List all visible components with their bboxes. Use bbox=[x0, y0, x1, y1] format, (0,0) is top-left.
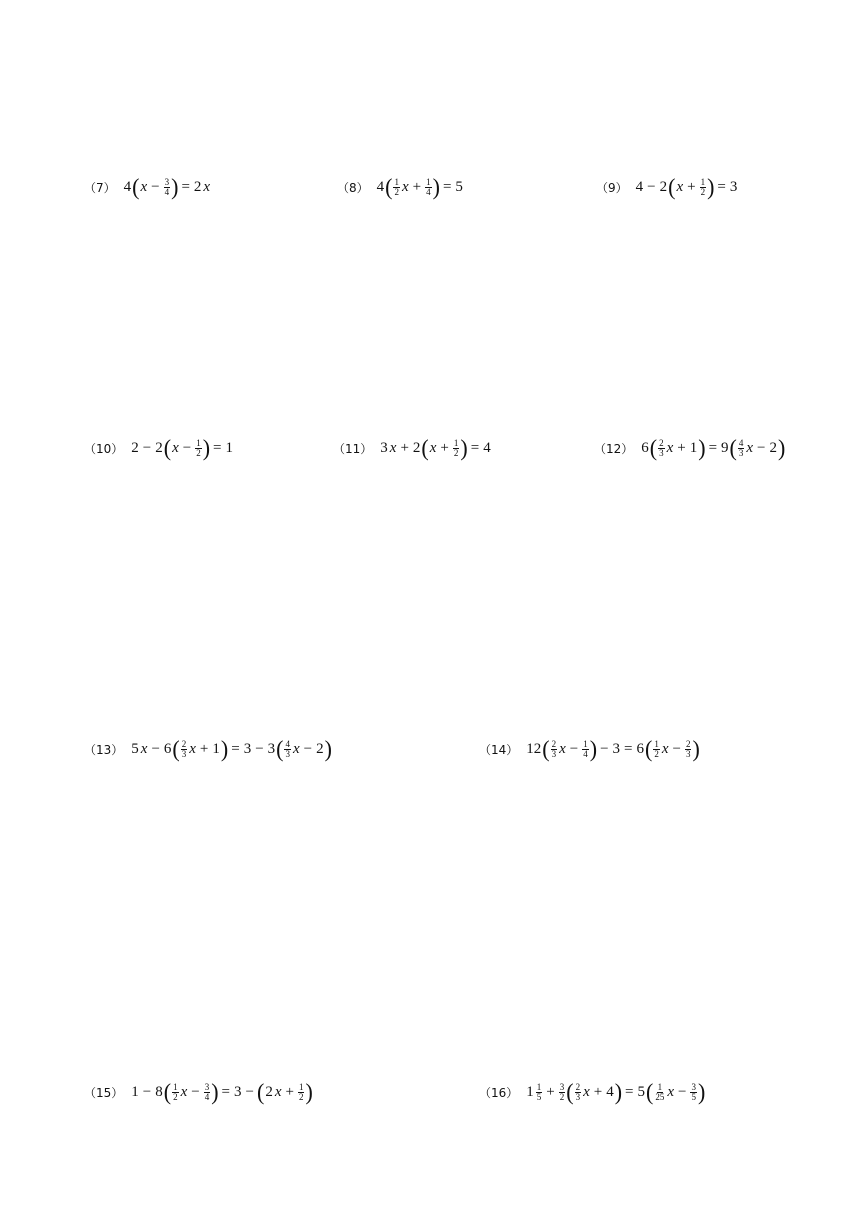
numerator: 1 bbox=[196, 437, 201, 448]
denominator: 2 bbox=[298, 1091, 304, 1102]
numerator: 4 bbox=[738, 437, 744, 448]
variable: x bbox=[172, 439, 179, 456]
variable: x bbox=[180, 1083, 188, 1100]
operator: − bbox=[672, 740, 681, 757]
close-paren: ) bbox=[692, 735, 700, 762]
operator: − bbox=[245, 1083, 254, 1100]
close-paren: ) bbox=[697, 1078, 706, 1105]
operator: = bbox=[442, 178, 452, 195]
number-term: 2 bbox=[131, 439, 139, 456]
operator: − bbox=[678, 1083, 687, 1100]
operator: + bbox=[677, 439, 686, 456]
fraction bbox=[204, 1083, 211, 1102]
fraction bbox=[738, 439, 745, 458]
number-term: 2 bbox=[316, 740, 324, 757]
numerator: 2 bbox=[659, 437, 664, 448]
problem-number: （10） bbox=[84, 441, 124, 456]
equation bbox=[130, 434, 234, 461]
number-term: 4 bbox=[483, 439, 491, 456]
problem-9 bbox=[596, 173, 738, 200]
operator: + bbox=[400, 439, 409, 456]
open-paren: ( bbox=[646, 1078, 654, 1105]
close-paren: ) bbox=[460, 434, 468, 461]
fraction bbox=[653, 740, 660, 759]
variable: x bbox=[389, 439, 397, 456]
numerator: 1 bbox=[657, 1081, 663, 1092]
number-term: 3 bbox=[729, 178, 738, 195]
operator: = bbox=[181, 178, 190, 195]
operator: = bbox=[231, 740, 240, 757]
number-term: 2 bbox=[155, 439, 163, 456]
variable: x bbox=[666, 439, 674, 456]
operator: − bbox=[151, 178, 160, 195]
number-term: 6 bbox=[641, 439, 649, 456]
numerator: 2 bbox=[181, 738, 187, 749]
operator: + bbox=[440, 439, 449, 456]
operator: + bbox=[199, 740, 209, 757]
denominator: 2 bbox=[559, 1091, 565, 1102]
numerator: 1 bbox=[700, 176, 706, 187]
problem-8 bbox=[337, 173, 464, 200]
equation bbox=[640, 434, 786, 461]
close-paren: ) bbox=[220, 735, 229, 762]
operator: = bbox=[717, 178, 726, 195]
variable: x bbox=[676, 178, 684, 195]
problem-number: （13） bbox=[84, 742, 124, 757]
variable: x bbox=[559, 740, 566, 757]
denominator: 5 bbox=[536, 1091, 542, 1102]
open-paren: ( bbox=[256, 1078, 265, 1105]
problem-number: （12） bbox=[594, 441, 634, 456]
operator: + bbox=[687, 178, 696, 195]
open-paren: ( bbox=[649, 434, 658, 461]
denominator: 2 bbox=[394, 186, 399, 197]
fraction bbox=[298, 1083, 305, 1102]
operator: − bbox=[142, 439, 152, 456]
problem-number: （11） bbox=[333, 441, 373, 456]
numerator: 1 bbox=[394, 176, 399, 187]
operator: = bbox=[708, 439, 718, 456]
fraction bbox=[575, 1083, 582, 1102]
close-paren: ) bbox=[432, 173, 440, 200]
variable: x bbox=[661, 740, 669, 757]
denominator: 4 bbox=[204, 1091, 210, 1102]
problem-number: （16） bbox=[479, 1085, 519, 1100]
variable: x bbox=[583, 1083, 590, 1100]
operator: + bbox=[412, 178, 422, 195]
close-paren: ) bbox=[202, 434, 211, 461]
close-paren: ) bbox=[211, 1078, 219, 1105]
denominator: 3 bbox=[181, 748, 187, 759]
denominator: 4 bbox=[583, 748, 588, 759]
numerator: 2 bbox=[685, 738, 691, 749]
problem-7 bbox=[84, 173, 211, 200]
close-paren: ) bbox=[614, 1078, 623, 1105]
numerator: 2 bbox=[551, 738, 557, 749]
problem-10 bbox=[84, 434, 234, 461]
open-paren: ( bbox=[729, 434, 737, 461]
fraction bbox=[425, 178, 432, 197]
number-term: 3 bbox=[612, 740, 621, 757]
denominator: 3 bbox=[575, 1091, 581, 1102]
number-term: 2 bbox=[659, 178, 668, 195]
equation bbox=[379, 434, 491, 461]
operator: − bbox=[757, 439, 766, 456]
numerator: 2 bbox=[575, 1081, 581, 1092]
operator: = bbox=[221, 1083, 231, 1100]
numerator: 3 bbox=[691, 1081, 696, 1092]
denominator: 25 bbox=[655, 1091, 665, 1102]
number-term: 9 bbox=[721, 439, 729, 456]
equation bbox=[525, 1078, 706, 1105]
variable: x bbox=[203, 178, 211, 195]
denominator: 5 bbox=[691, 1091, 696, 1102]
operator: − bbox=[151, 740, 160, 757]
variable: x bbox=[274, 1083, 282, 1100]
fraction bbox=[164, 178, 171, 197]
variable: x bbox=[140, 178, 148, 195]
number-term: 3 bbox=[380, 439, 388, 456]
numerator: 1 bbox=[426, 176, 431, 187]
variable: x bbox=[292, 740, 300, 757]
numerator: 1 bbox=[173, 1081, 178, 1092]
close-paren: ) bbox=[171, 173, 179, 200]
operator: − bbox=[255, 740, 264, 757]
number-term: 12 bbox=[526, 740, 542, 757]
number-term: 1 bbox=[225, 439, 234, 456]
equation bbox=[376, 173, 464, 200]
number-term: 1 bbox=[526, 1083, 534, 1100]
denominator: 4 bbox=[164, 186, 170, 197]
close-paren: ) bbox=[778, 434, 786, 461]
close-paren: ) bbox=[589, 735, 598, 762]
problem-16 bbox=[479, 1078, 706, 1105]
number-term: 1 bbox=[689, 439, 698, 456]
problem-number: （9） bbox=[596, 180, 628, 195]
close-paren: ) bbox=[707, 173, 715, 200]
open-paren: ( bbox=[542, 735, 550, 762]
operator: − bbox=[647, 178, 656, 195]
open-paren: ( bbox=[645, 735, 653, 762]
fraction bbox=[453, 439, 460, 458]
denominator: 3 bbox=[659, 447, 664, 458]
number-term: 3 bbox=[234, 1083, 242, 1100]
problem-number: （7） bbox=[84, 180, 116, 195]
denominator: 3 bbox=[285, 748, 290, 759]
numerator: 1 bbox=[654, 738, 659, 749]
number-term: 2 bbox=[769, 439, 778, 456]
fraction bbox=[658, 439, 665, 458]
operator: = bbox=[625, 1083, 634, 1100]
fraction bbox=[551, 740, 558, 759]
fraction bbox=[654, 1083, 665, 1102]
problem-11 bbox=[333, 434, 492, 461]
open-paren: ( bbox=[276, 735, 284, 762]
number-term: 5 bbox=[637, 1083, 646, 1100]
denominator: 2 bbox=[654, 748, 659, 759]
operator: − bbox=[191, 1083, 200, 1100]
denominator: 3 bbox=[738, 447, 744, 458]
numerator: 3 bbox=[559, 1081, 565, 1092]
denominator: 2 bbox=[700, 186, 706, 197]
equation bbox=[123, 173, 211, 200]
number-term: 4 bbox=[376, 178, 385, 195]
problem-number: （14） bbox=[479, 742, 519, 757]
operator: + bbox=[593, 1083, 603, 1100]
fraction bbox=[195, 439, 202, 458]
equation bbox=[525, 735, 700, 762]
close-paren: ) bbox=[698, 434, 706, 461]
open-paren: ( bbox=[172, 735, 180, 762]
fraction bbox=[685, 740, 692, 759]
number-term: 3 bbox=[267, 740, 276, 757]
numerator: 1 bbox=[298, 1081, 304, 1092]
open-paren: ( bbox=[163, 1078, 172, 1105]
denominator: 2 bbox=[196, 447, 201, 458]
fraction bbox=[690, 1083, 697, 1102]
number-term: 2 bbox=[412, 439, 421, 456]
operator: = bbox=[470, 439, 480, 456]
problem-12 bbox=[594, 434, 786, 461]
variable: x bbox=[746, 439, 754, 456]
close-paren: ) bbox=[324, 735, 332, 762]
open-paren: ( bbox=[385, 173, 393, 200]
open-paren: ( bbox=[566, 1078, 574, 1105]
fraction bbox=[559, 1083, 566, 1102]
equation bbox=[635, 173, 739, 200]
fraction bbox=[172, 1083, 179, 1102]
number-term: 8 bbox=[155, 1083, 163, 1100]
problem-number: （8） bbox=[337, 180, 369, 195]
open-paren: ( bbox=[132, 173, 140, 200]
fraction bbox=[393, 178, 400, 197]
denominator: 2 bbox=[173, 1091, 178, 1102]
problem-14 bbox=[479, 735, 700, 762]
problem-number: （15） bbox=[84, 1085, 124, 1100]
denominator: 2 bbox=[453, 447, 459, 458]
numerator: 1 bbox=[536, 1081, 542, 1092]
variable: x bbox=[667, 1083, 675, 1100]
number-term: 2 bbox=[265, 1083, 273, 1100]
variable: x bbox=[140, 740, 148, 757]
number-term: 4 bbox=[123, 178, 132, 195]
denominator: 3 bbox=[685, 748, 691, 759]
operator: − bbox=[303, 740, 313, 757]
problem-13 bbox=[84, 735, 332, 762]
variable: x bbox=[401, 178, 409, 195]
number-term: 4 bbox=[606, 1083, 614, 1100]
open-paren: ( bbox=[163, 434, 172, 461]
fraction bbox=[284, 740, 291, 759]
number-term: 4 bbox=[635, 178, 644, 195]
close-paren: ) bbox=[305, 1078, 313, 1105]
fraction bbox=[582, 740, 589, 759]
fraction bbox=[181, 740, 188, 759]
problem-15 bbox=[84, 1078, 313, 1105]
numerator: 4 bbox=[285, 738, 290, 749]
number-term: 3 bbox=[243, 740, 252, 757]
operator: = bbox=[213, 439, 222, 456]
operator: = bbox=[624, 740, 633, 757]
denominator: 4 bbox=[426, 186, 431, 197]
equation bbox=[130, 735, 332, 762]
number-term: 2 bbox=[193, 178, 202, 195]
numerator: 1 bbox=[453, 437, 459, 448]
denominator: 3 bbox=[551, 748, 557, 759]
fraction bbox=[700, 178, 707, 197]
operator: − bbox=[182, 439, 192, 456]
open-paren: ( bbox=[421, 434, 429, 461]
number-term: 1 bbox=[212, 740, 220, 757]
open-paren: ( bbox=[668, 173, 676, 200]
number-term: 1 bbox=[131, 1083, 139, 1100]
operator: − bbox=[569, 740, 579, 757]
variable: x bbox=[429, 439, 437, 456]
numerator: 1 bbox=[583, 738, 588, 749]
operator: − bbox=[600, 740, 609, 757]
numerator: 3 bbox=[164, 176, 170, 187]
number-term: 6 bbox=[636, 740, 645, 757]
operator: + bbox=[546, 1083, 555, 1100]
fraction bbox=[536, 1083, 543, 1102]
number-term: 5 bbox=[455, 178, 463, 195]
number-term: 5 bbox=[131, 740, 139, 757]
operator: − bbox=[142, 1083, 152, 1100]
number-term: 6 bbox=[163, 740, 172, 757]
variable: x bbox=[189, 740, 196, 757]
operator: + bbox=[285, 1083, 294, 1100]
numerator: 3 bbox=[204, 1081, 210, 1092]
equation bbox=[130, 1078, 313, 1105]
